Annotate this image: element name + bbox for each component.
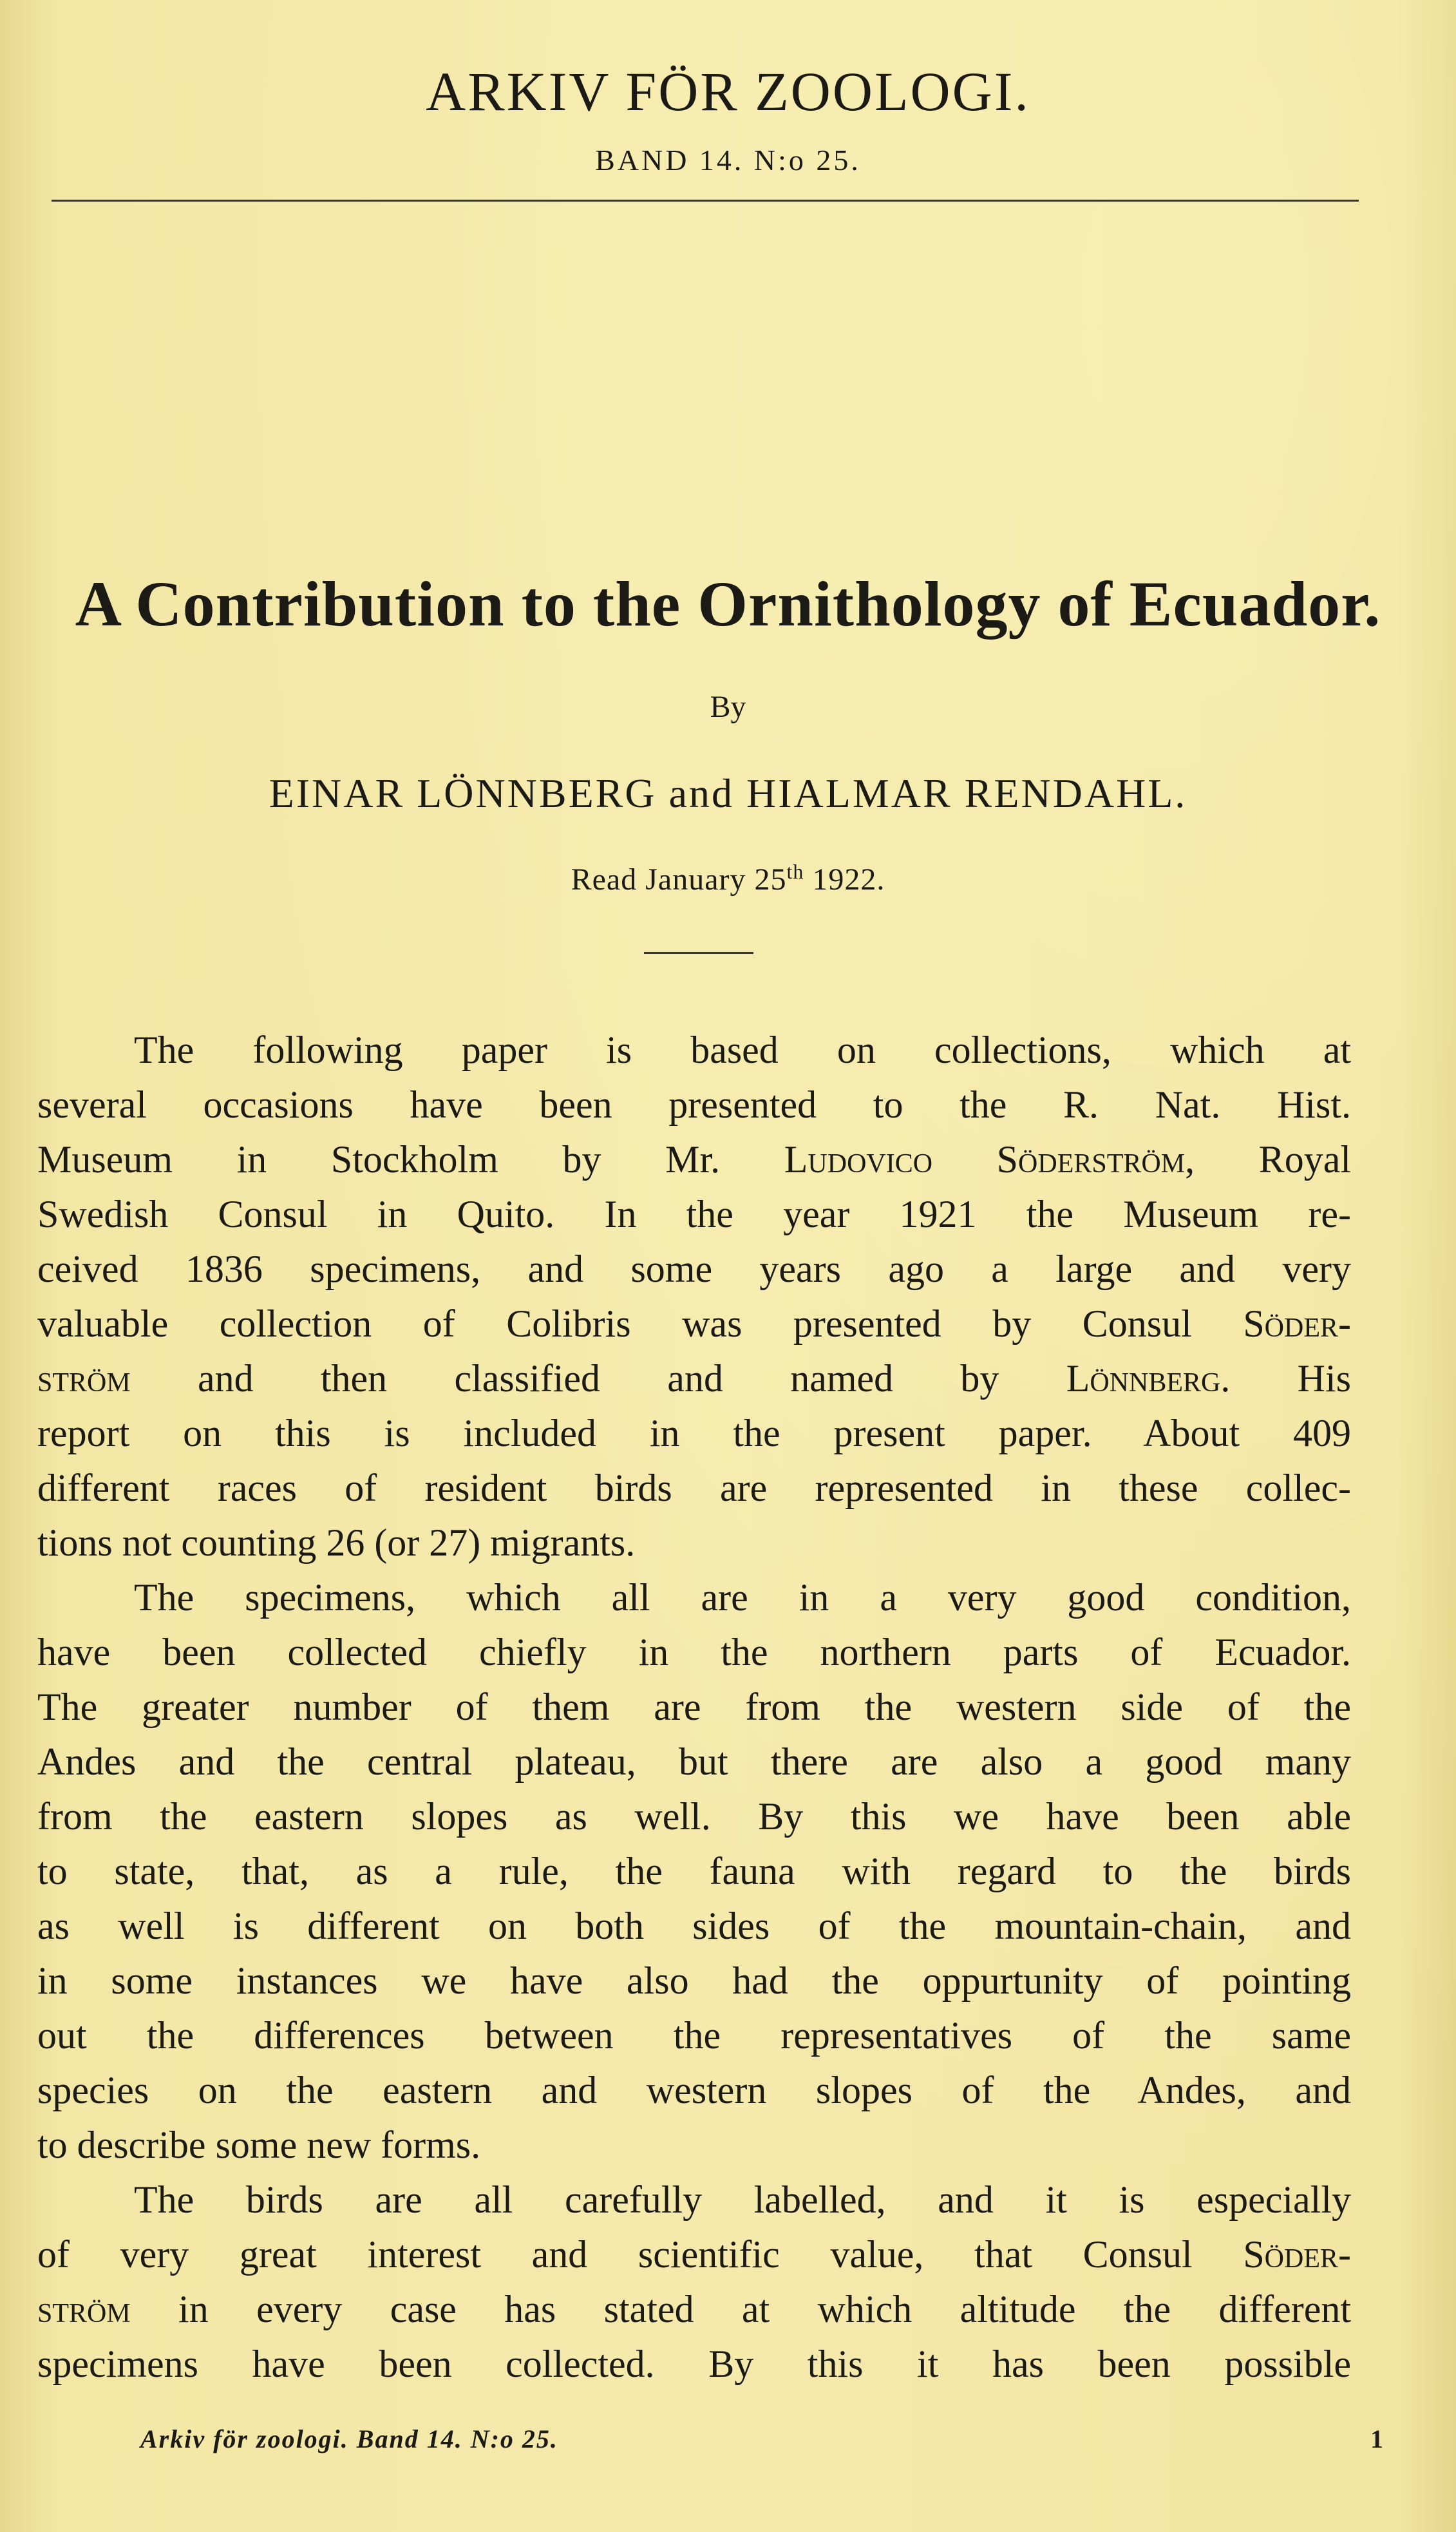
journal-issue: BAND 14. N:o 25. bbox=[595, 144, 861, 176]
person-name: Ludovico Söderström bbox=[784, 1138, 1186, 1181]
read-date-year: 1922. bbox=[804, 862, 885, 897]
body-line bbox=[37, 1406, 1351, 1461]
read-date bbox=[0, 860, 1456, 897]
journal-title: ARKIV FÖR ZOOLOGI. bbox=[426, 61, 1030, 122]
body-text-run: species on the eastern and western slopes of the Andes, and bbox=[37, 2069, 1351, 2111]
body-line bbox=[37, 2173, 1351, 2227]
body-text-run: of very great interest and scientific value, that Consul bbox=[37, 2233, 1243, 2276]
body-text-run: valuable collection of Colibris was presented by Consul bbox=[37, 1302, 1243, 1345]
body-line bbox=[37, 1187, 1351, 1242]
body-line bbox=[37, 1625, 1351, 1680]
body-text-run: out the differences between the representatives of the same bbox=[37, 2014, 1351, 2057]
paper-title: A Contribution to the Ornithology of Ecuador. bbox=[75, 568, 1381, 640]
body-line bbox=[37, 1516, 1351, 1570]
body-text-run: different races of resident birds are represented in these collec- bbox=[37, 1467, 1351, 1509]
section-rule bbox=[644, 952, 753, 954]
body-line bbox=[37, 1570, 1351, 1625]
body-text-run: Andes and the central plateau, but there are also a good many bbox=[37, 1740, 1351, 1783]
body-line bbox=[37, 1899, 1351, 1954]
body-line bbox=[37, 1680, 1351, 1735]
body-text-run: several occasions have been presented to the R. Nat. Hist. bbox=[37, 1083, 1351, 1126]
body-line bbox=[37, 2282, 1351, 2337]
body-line bbox=[37, 1297, 1351, 1351]
by-line: By bbox=[710, 690, 746, 724]
body-line bbox=[37, 1954, 1351, 2008]
body-text-run: in some instances we have also had the oppurtunity of pointing bbox=[37, 1959, 1351, 2002]
body-text-run: from the eastern slopes as well. By this we have been able bbox=[37, 1795, 1351, 1838]
body-text-run: specimens have been collected. By this it has been possible bbox=[37, 2343, 1351, 2385]
body-line bbox=[37, 1351, 1351, 1406]
read-date-sup: th bbox=[786, 860, 804, 883]
body-text-run: The greater number of them are from the western side of the bbox=[37, 1686, 1351, 1728]
body-line bbox=[37, 2118, 1351, 2173]
body-line bbox=[37, 2337, 1351, 2392]
body-text-run: The specimens, which all are in a very good condition, bbox=[134, 1576, 1351, 1619]
body-text-run: have been collected chiefly in the northern parts of Ecuador. bbox=[37, 1631, 1351, 1673]
body-line bbox=[37, 1844, 1351, 1899]
body-text-run: Museum in Stockholm by Mr. bbox=[37, 1138, 784, 1181]
body-text bbox=[37, 1023, 1351, 2392]
body-line bbox=[37, 1242, 1351, 1297]
page-number: 1 bbox=[1370, 2424, 1383, 2453]
body-text-run: ceived 1836 specimens, and some years ago a large and very bbox=[37, 1248, 1351, 1290]
body-text-run: . His bbox=[1220, 1357, 1351, 1400]
header-rule bbox=[52, 200, 1359, 202]
body-text-run: The birds are all carefully labelled, and it is especially bbox=[134, 2178, 1351, 2221]
body-line bbox=[37, 2227, 1351, 2282]
body-text-run: Swedish Consul in Quito. In the year 1921 the Museum re- bbox=[37, 1193, 1351, 1235]
body-text-run: report on this is included in the present paper. About 409 bbox=[37, 1412, 1351, 1454]
body-text-run: The following paper is based on collections, which at bbox=[134, 1029, 1351, 1071]
body-line bbox=[37, 2008, 1351, 2063]
person-name: Lönnberg bbox=[1066, 1357, 1221, 1400]
body-text-run: in every case has stated at which altitude the different bbox=[130, 2288, 1351, 2330]
person-name: Söder- bbox=[1243, 2233, 1351, 2276]
body-line bbox=[37, 1735, 1351, 1789]
body-line bbox=[37, 1461, 1351, 1516]
footer-journal: Arkiv för zoologi. Band 14. N:o 25. bbox=[140, 2424, 558, 2453]
body-line bbox=[37, 1789, 1351, 1844]
body-text-run: and then classified and named by bbox=[130, 1357, 1066, 1400]
body-text-run: tions not counting 26 (or 27) migrants. bbox=[37, 1521, 636, 1564]
body-line bbox=[37, 2063, 1351, 2118]
person-name: ström bbox=[37, 1357, 131, 1400]
read-date-prefix: Read January 25 bbox=[571, 862, 787, 897]
body-text-run: to state, that, as a rule, the fauna with regard to the birds bbox=[37, 1850, 1351, 1892]
body-line bbox=[37, 1023, 1351, 1078]
body-line bbox=[37, 1132, 1351, 1187]
person-name: Söder- bbox=[1243, 1302, 1351, 1345]
body-line bbox=[37, 1078, 1351, 1132]
authors: EINAR LÖNNBERG and HIALMAR RENDAHL. bbox=[269, 770, 1187, 816]
person-name: ström bbox=[37, 2288, 131, 2330]
body-text-run: , Royal bbox=[1185, 1138, 1352, 1181]
body-text-run: to describe some new forms. bbox=[37, 2124, 481, 2166]
body-text-run: as well is different on both sides of the mountain-chain, and bbox=[37, 1905, 1351, 1947]
